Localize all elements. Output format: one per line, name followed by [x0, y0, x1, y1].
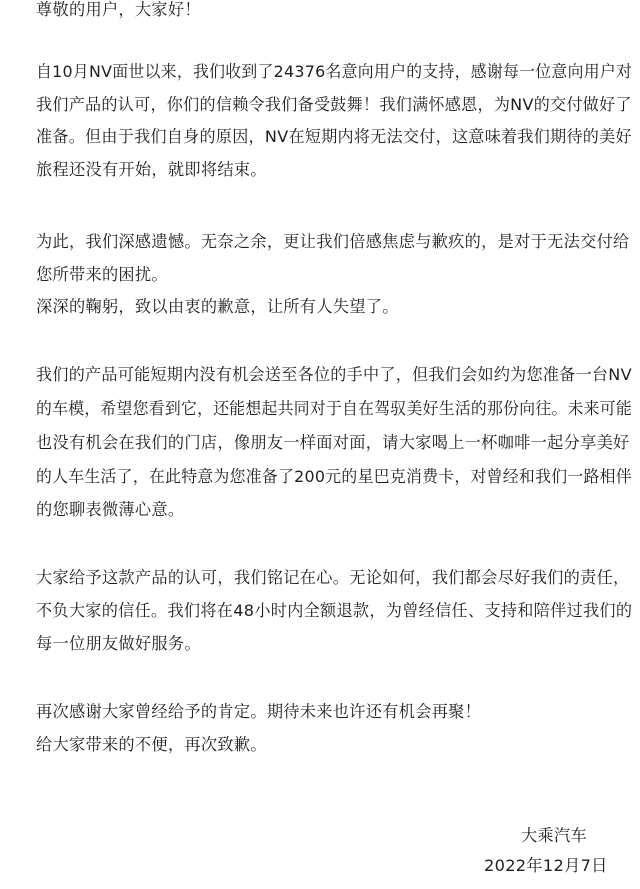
paragraph-1-line-2: 我们产品的认可，你们的信赖令我们备受鼓舞！我们满怀感恩，为NV的交付做好了	[36, 95, 632, 114]
paragraph-3-line-5: 的您聊表微薄心意。	[36, 500, 185, 519]
paragraph-1-line-4: 旅程还没有开始，就即将结束。	[36, 160, 267, 179]
paragraph-3-line-4: 的人车生活了，在此特意为您准备了200元的星巴克消费卡，对曾经和我们一路相伴	[36, 467, 632, 486]
paragraph-4-line-2: 不负大家的信任。我们将在48小时内全额退款，为曾经信任、支持和陪伴过我们的	[36, 601, 633, 620]
paragraph-1-line-1: 自10月NV面世以来，我们收到了24376名意向用户的支持，感谢每一位意向用户对	[36, 62, 633, 81]
paragraph-3-line-3: 也没有机会在我们的门店，像朋友一样面对面，请大家喝上一杯咖啡一起分享美好	[36, 433, 630, 452]
paragraph-1-line-3: 准备。但由于我们自身的原因，NV在短期内将无法交付，这意味着我们期待的美好	[36, 127, 632, 146]
paragraph-3-line-1: 我们的产品可能短期内没有机会送至各位的手中了，但我们会如约为您准备一台NV	[36, 365, 632, 384]
paragraph-4-line-3: 每一位朋友做好服务。	[36, 634, 201, 653]
paragraph-2-line-3: 深深的鞠躬，致以由衷的歉意，让所有人失望了。	[36, 297, 399, 316]
paragraph-2-line-1: 为此，我们深感遗憾。无奈之余，更让我们倍感焦虑与歉疚的，是对于无法交付给	[36, 232, 630, 251]
paragraph-4-line-1: 大家给予这款产品的认可，我们铭记在心。无论如何，我们都会尽好我们的责任，	[36, 568, 630, 587]
signature-company: 大乘汽车	[521, 826, 587, 845]
signature-date: 2022年12月7日	[484, 856, 608, 875]
paragraph-2-line-2: 您所带来的困扰。	[36, 265, 168, 284]
paragraph-5-line-1: 再次感谢大家曾经给予的肯定。期待未来也许还有机会再聚！	[36, 702, 482, 721]
letter-greeting: 尊敬的用户，大家好！	[36, 0, 201, 19]
paragraph-5-line-2: 给大家带来的不便，再次致歉。	[36, 735, 267, 754]
paragraph-3-line-2: 的车模，希望您看到它，还能想起共同对于自在驾驭美好生活的那份向往。未来可能	[36, 399, 633, 418]
